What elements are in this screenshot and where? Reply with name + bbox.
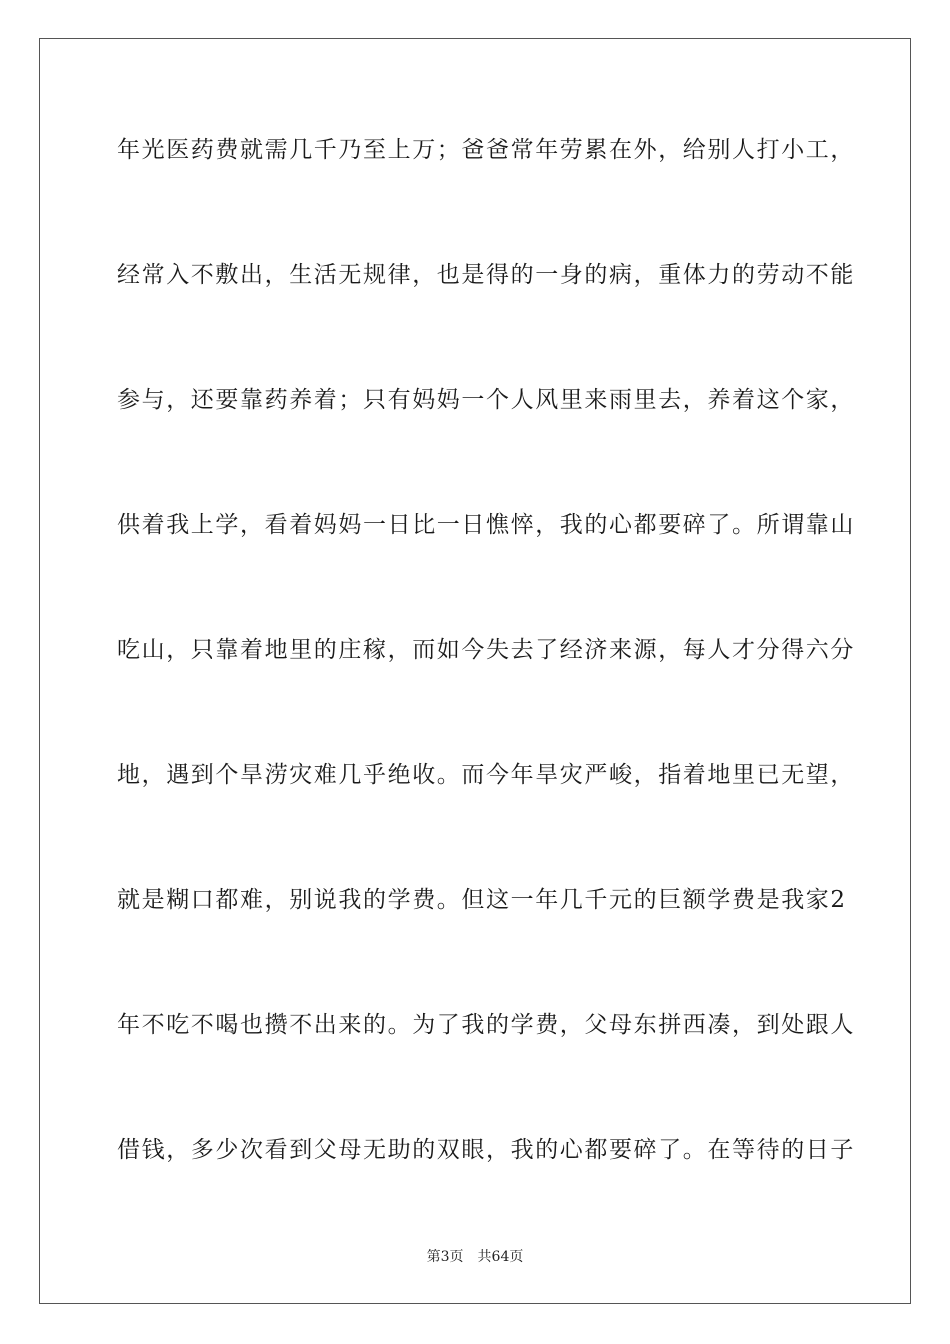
body-text: [117, 118, 855, 1243]
text-line: 借钱，多少次看到父母无助的双眼，我的心都要碎了。在等待的日子: [117, 1137, 855, 1163]
text-line: 经常入不敷出，生活无规律，也是得的一身的病，重体力的劳动不能: [117, 262, 855, 288]
text-line: 参与，还要靠药养着；只有妈妈一个人风里来雨里去，养着这个家，: [117, 387, 855, 413]
text-line: 年不吃不喝也攒不出来的。为了我的学费，父母东拼西凑，到处跟人: [117, 1012, 855, 1038]
text-line: 年光医药费就需几千乃至上万；爸爸常年劳累在外，给别人打小工，: [117, 137, 855, 163]
page-footer: [0, 1246, 950, 1266]
text-line: 地，遇到个旱涝灾难几乎绝收。而今年旱灾严峻，指着地里已无望，: [117, 762, 855, 788]
text-line: 吃山，只靠着地里的庄稼，而如今失去了经济来源，每人才分得六分: [117, 637, 855, 663]
text-line: 供着我上学，看着妈妈一日比一日憔悴，我的心都要碎了。所谓靠山: [117, 512, 855, 538]
current-page-number: 第3页: [426, 1249, 464, 1265]
total-page-count: 共64页: [477, 1249, 524, 1265]
text-line: 就是糊口都难，别说我的学费。但这一年几千元的巨额学费是我家2: [117, 887, 847, 913]
